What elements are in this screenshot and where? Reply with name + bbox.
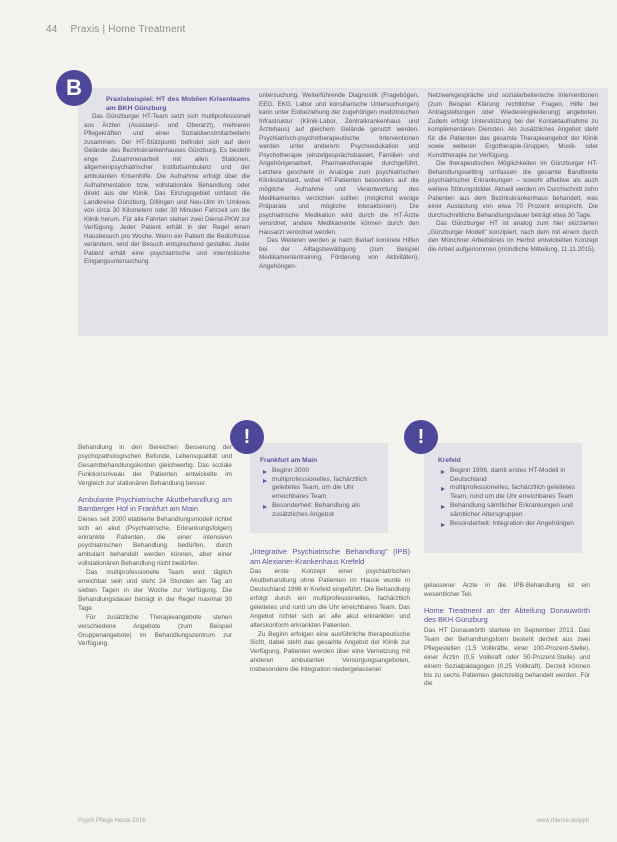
example-box-paragraph: Netzwerkgespräche und sozialarbeiterische Interventionen (zum Beispiel Klärung rechtlicher Fragen, Hilfe bei Antragstellungen oder Wiedereingliederung) angeboten. Zudem erfolgt Unterstützung bei der Kontaktaufnahme zu komplementären Diensten. Als zusätzliches Angebot steht für die Patienten das gesamte Therapieangebot der Klinik sowie weiteren Ergotherapie-Gruppen, Musik- oder Kunsttherapie zur Verfügung. — [428, 92, 598, 159]
page-header — [46, 24, 186, 35]
section-heading: „Integrative Psychiatrische Behandlung" (IPB) am Alexianer-Krankenhaus Krefeld — [250, 547, 410, 566]
text-column-left — [78, 444, 232, 810]
example-box-paragraph: Das Günzburger HT ist analog zum hier skizzierten „Günzburger Modell" konzipiert, nach dem mit einem durch den Münchner Arbeitskreis im Herbst entwickelten Konzept die Arbeit aufgenommen (mündliche Mitteilung, 11.11.2015). — [428, 220, 598, 253]
section-heading: Ambulante Psychiatrische Akutbehandlung am Bamberger Hof in Frankfurt am Main — [78, 494, 232, 514]
info-box-item: Beginn 2000 — [260, 467, 380, 476]
info-box-item: Besonderheit: Behandlung als zusätzliches Angebot — [260, 502, 380, 520]
example-box-title: Praxisbeispiel: HT des Mobilen Krisenteams am BKH Günzburg — [106, 96, 250, 112]
text-column-middle — [250, 547, 410, 810]
example-box-paragraph: Das Günzburger HT-Team setzt sich multiprofessionell aus Ärzten (Assistenz- und Oberarzt), mehreren Pflegekräften und einer Sozialdienstmitarbeiterin zusammen. Der HT-Stützpunkt befindet sich auf dem Gelände des Bezirkskrankenhauses Günzburg. Es besteht enge Zusammenarbeit mit allen Stationen, allgemeinpsychiatrischer Institutsambulanz und der ambulanten Krisenhilfe. Die Aufnahme erfolgt über die Aufnahmestation bzw. vollstationäre Behandlung oder direkt aus der Klinik. Das Einzugsgebiet umfasst die Landkreise Günzburg, Dillingen und Neu-Ulm im Umkreis von circa 30 Kilometern oder 30 Minuten Fahrzeit um die Klinik herum. Für alle Fahrten stehen zwei Dienst-PKW zur Verfügung. Jeder Patient erhält in der Regel einen Hausbesuch pro Woche. Wenn ein Patient die Bedürfnisse verändern, wird der Besuch entsprechend gestaltet. Jeder Patient erhält eine psychiatrische und internistische Eingangsuntersuchung. — [84, 113, 250, 266]
page-number: 44 — [46, 24, 58, 35]
text-column-right — [424, 582, 590, 810]
exclamation-icon: ! — [404, 420, 438, 454]
example-box-paragraph: Die therapeutischen Möglichkeiten im Günzburger HT-Behandlungssetting umfassen die gesamte Bandbreite psychiatrischer Erkrankungen – sowohl affektive als auch weitere Störungsbilder. Aktuell werden im Durchschnitt zehn Patienten aus dem Bezirkskrankenhaus behandelt, was einer Auslastung von etwa 70 Prozent entspricht. Die durchschnittliche Behandlungsdauer beträgt etwa 30 Tage. — [428, 160, 598, 219]
body-paragraph: Dieses seit 2000 etablierte Behandlungsmodell richtet sich an akut (Psychiatrische, Erkrankungsfolgen) erkrankte Patienten, die einer intensiven psychiatrischen Behandlung bedürfen, durch ambulant behandelt werden können, aber einer vollstationären Behandlung nicht bedürfen. — [78, 515, 232, 568]
info-box-item: Behandlung sämtlicher Erkrankungen und sämtlicher Altersgruppen — [438, 502, 576, 520]
info-box-item: Beginn 1996, damit erstes HT-Modell in Deutschland — [438, 467, 576, 485]
body-paragraph: Das multiprofessionelle Team wird täglich erreichbar sein und steht 24 Stunden am Tag an sieben Tagen in der Woche zur Verfügung. Die Behandlungsdauer beträgt in der Regel maximal 30 Tage. — [78, 569, 232, 612]
info-box-item: Besonderheit: Integration der Angehörigen — [438, 520, 576, 529]
section-label: Praxis | Home Treatment — [70, 24, 186, 35]
info-box-item: multiprofessionelles, fachärztlich geleitetes Team, um die Uhr erreichbares Team — [260, 476, 380, 502]
info-box-krefeld — [424, 443, 582, 553]
example-box-column-3 — [428, 92, 598, 330]
footer-left: Psych Pflege Heute 2016 — [78, 818, 146, 824]
section-heading: Home Treatment an der Abteilung Donauwörth des BKH Günzburg — [424, 605, 590, 625]
body-paragraph: Das erste Konzept einer psychiatrischen Akutbehandlung ohne Patienten im Hause wurde in Deutschland 1996 in Krefeld eingeführt. Die Behandlung erfolgt durch ein multiprofessionelles, fachärztlich geleitetes und rund um die Uhr erreichbares Team. Das Angebot richtet sich an alle akut erkrankten und alterskonform erkrankten Patienten. — [250, 568, 410, 629]
body-paragraph: Behandlung in den Bereichen Besserung der psychopathologischen Befunde, Lebensqualität und Gesamtbehandlungskosten gleichwertig. Das soziale Funktionsniveau der Patienten entwickelte im Vergleich zur stationären Behandlung besser. — [78, 444, 232, 487]
body-paragraph: Zu Beginn erfolgen eine ausführliche therapeutische Sicht, dabei steht das gesamte Angebot der Klinik zur Verfügung. Patienten werden über eine Vernetzung mit anderen ambulanten Versorgungsangeboten, insbesondere die Integration niedergelassener — [250, 630, 410, 674]
body-paragraph: Das HT Donauwörth startete im September 2013. Das Team der Behandlungsform besteht derzeit aus zwei Pflegestellen (1,5 Vollkräfte, einer 100-Prozent-Stelle), einer Ärztin (0,5 Vollkraft oder 50-Prozent-Stelle) und einem Sozialpädagogen (0,25 Vollkraft). Derzeit können bis zu sechs Patienten gleichzeitig behandelt werden. Für die — [424, 627, 590, 688]
b-badge-icon: B — [56, 70, 92, 106]
info-box-title: Krefeld — [438, 457, 461, 464]
exclamation-icon: ! — [230, 420, 264, 454]
body-paragraph: gelassener Ärzte in die IPB-Behandlung ist ein wesentlicher Teil. — [424, 582, 590, 598]
body-paragraph: Für zusätzliche Therapieangebote stehen verschiedene Angebote (zum Beispiel Gruppenangebote) im Behandlungszentrum zur Verfügung. — [78, 613, 232, 648]
info-box-item: multiprofessionelles, fachärztlich geleitetes Team, rund um die Uhr erreichbares Team — [438, 484, 576, 502]
example-box-column-1 — [84, 96, 250, 334]
info-box-frankfurt — [250, 443, 388, 533]
example-box-paragraph: untersuchung. Weiterführende Diagnostik (Fragebögen, EEG, EKG, Labor und konsiliarische Untersuchungen) kann unter Einbeziehung der zugehörigen medizinischen Infrastruktur (Klinik-Labor, Zentralkrankenhaus und Ärztehaus) auf gleichem Gelände genutzt werden. Psychiatrisch-psychotherapeutische Interventionen werden unter anderem: Psychoedukation und Psychotherapie (einzelgesprächsbasiert, Familien- und Angehörigenarbeit, Pharmakotherapie durchgeführt. Letztere geschieht in Analogie zum psychiatrischen Klinikstandard, wobei HT-Patienten besonders auf die mögliche Aufnahme und Verantwortung des Medikamentes verzichten sollten (möglichst wenige Präparate und mögliche Interaktionen). Die psychiatrische Medikation wird durch die HT-Ärzte verordnet, andere Medikamente können durch den Hausarzt verordnet werden. — [259, 92, 419, 236]
example-box-column-2 — [259, 92, 419, 330]
footer-right: www.thieme.de/pph — [536, 818, 589, 824]
example-box-paragraph: Des Weiteren werden je nach Bedarf konkrete Hilfen bei der Alltagsbewältigung (zum Beispiel Medikamententraining, Förderung von Aktivitäten), Angehörigen- — [259, 237, 419, 270]
info-box-title: Frankfurt am Main — [260, 457, 318, 464]
